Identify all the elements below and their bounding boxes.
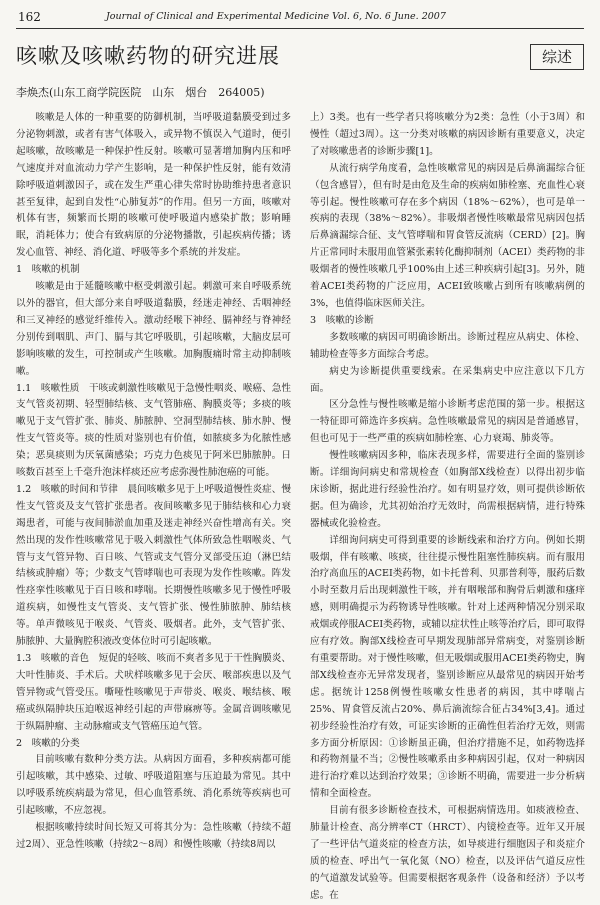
paragraph: 目前咳嗽有数种分类方法。从病因方面看，多种疾病都可能引起咳嗽，其中感染、过敏、呼吸道阻塞与压迫最为常见。其中以呼吸系统疾病最为常见，但心血管系统、消化系统等疾病也可引起咳嗽，不应忽视。 <box>16 754 291 817</box>
category-tag: 综述 <box>530 44 584 70</box>
right-column <box>310 110 585 905</box>
paragraph: 从流行病学角度看，急性咳嗽常见的病因是后鼻滴漏综合征（包含感冒），但有时是由危及生命的疾病如肺栓塞、充血性心衰等引起。慢性咳嗽可存在多个病因（18%～62%），也可是单一疾病的表现（38%～82%）。非吸烟者慢性咳嗽最常见病因包括后鼻滴漏综合征、支气管哮喘和胃食管反流病（CERD）[2]。胸片正常同时未服用血管紧张素转化酶抑制剂（ACEI）类药物的非吸烟者的慢性咳嗽几乎100%由上述三种疾病引起[3]。另外，随着ACEI类药物的广泛应用，ACEI致咳嗽占到所有咳嗽病例的3%，也值得临床医师关注。 <box>310 162 585 309</box>
paragraph: 区分急性与慢性咳嗽是缩小诊断考虑范围的第一步。根据这一特征即可筛选许多疾病。急性咳嗽最常见的病因是普通感冒，但也可见于一些严重的疾病如肺栓塞、心力衰竭、肺炎等。 <box>310 399 585 445</box>
page-number: 162 <box>18 10 41 24</box>
subsection-paragraph: 1.3 咳嗽的音色 短促的轻咳、咳而不爽者多见于干性胸膜炎、大叶性肺炎、手术后。犬吠样咳嗽多见于会厌、喉部疾患以及气管异物或气管受压。嘶哑性咳嗽见于声带炎、喉炎、喉结核、喉癌或纵隔肿块压迫喉返神经引起的声带麻痹等。金属音调咳嗽见于纵隔肿瘤、主动脉瘤或支气管癌压迫气管。 <box>16 653 291 732</box>
paragraph: 详细询问病史可得到重要的诊断线索和治疗方向。例如长期吸烟，伴有咳嗽、咳痰，往往提示慢性阻塞性肺疾病。而有服用治疗高血压的ACEI类药物，如卡托普利、贝那普利等，服药后数小时至数月后出现刺激性干咳，并有咽喉部和胸骨后刺激和瘙痒感，则明确提示为药物诱导性咳嗽。针对上述两种情况分别采取戒烟或停服ACEI类药物，或辅以症状性止咳等治疗后，即可取得应有疗效。胸部X线检查可早期发现肺部异常病变，对鉴别诊断有重要帮助。对于慢性咳嗽，但无吸烟或服用ACEI类药物史，胸部X线检查亦无异常发现者，鉴别诊断应从最常见的病因开始考虑。据统计1258例慢性咳嗽女性患者的病因，其中哮喘占25%、胃食管反流占20%、鼻后滴流综合征占34%[3,4]。通过初步经验性治疗有效，可证实诊断的正确性但若治疗无效，则需多方面分析原因：①诊断虽正确，但治疗措施不足，如药物选择和药物剂量不当；②慢性咳嗽系由多种病因引起，仅对一种病因进行治疗难以达到治疗效果；③诊断不明确，需要进一步分析病情和全面检查。 <box>310 534 585 800</box>
article-title: 咳嗽及咳嗽药物的研究进展 <box>16 44 280 68</box>
paragraph: 目前有很多诊断检查技术，可根据病情选用。如痰液检查、肺量计检查、高分辨率CT（HRCT）、内镜检查等。近年又开展了一些评估气道炎症的检查方法，如导痰进行细胞因子和炎症介质的检查、呼出气一氧化氮（NO）检查，以及评估气道反应性的气道激发试验等。但需要根据客观条件（设备和经济）予以考虑。在 <box>310 805 585 901</box>
subsection-paragraph: 1.2 咳嗽的时间和节律 晨间咳嗽多见于上呼吸道慢性炎症、慢性支气管炎及支气管扩张患者。夜间咳嗽多见于肺结核和心力衰竭患者，可能与夜间肺淤血加重及迷走神经兴奋性增高有关。突然出现的发作性咳嗽常见于吸入刺激性气体所致急性咽喉炎、气管与支气管异物、百日咳、气管或支气管分叉部受压迫（淋巴结结核或肿瘤）等；少数支气管哮喘也可表现为发作性咳嗽。阵发性痉挛性咳嗽见于百日咳和哮喘。长期慢性咳嗽多见于慢性呼吸道疾病，如慢性支气管炎、支气管扩张、慢性肺脓肿、肺结核等。单声微咳见于喉炎、气管炎、吸烟者。此外，支气管扩张、肺脓肿、大量胸腔积液改变体位时可引起咳嗽。 <box>16 483 291 648</box>
paragraph: 多数咳嗽的病因可明确诊断出。诊断过程应从病史、体检、辅助检查等多方面综合考虑。 <box>310 331 585 360</box>
subsection-paragraph: 1.1 咳嗽性质 干咳或刺激性咳嗽见于急慢性咽炎、喉癌、急性支气管炎初期、轻型肺结核、支气管肺癌、胸膜炎等；多痰的咳嗽见于支气管扩张、肺炎、肺脓肿、空洞型肺结核、肺水肿、慢性支气管炎等。痰的性质对鉴别也有价值，如脓痰多为化脓性感染；恶臭痰则为厌氧菌感染；巧克力色痰见于阿米巴肺脓肿。日咳数百甚至上千毫升泡沫样痰还应考虑弥漫性肺泡癌的可能。 <box>16 382 291 479</box>
paragraph: 病史为诊断提供重要线索。在采集病史中应注意以下几方面。 <box>310 365 585 394</box>
journal-line: Journal of Clinical and Experimental Medicine Vol. 6, No. 6 June. 2007 <box>106 11 446 22</box>
paragraph: 咳嗽是人体的一种重要的防御机制，当呼吸道黏膜受到过多分泌物刺激，或者有害气体吸入，或异物不慎误入气道时，便引起咳嗽，故咳嗽是一种保护性反射。咳嗽可显著增加胸内压和呼气速度并对血流动力学产生影响，是一种保护性反射，能有效清除呼吸道刺激因子，或在发生严重心律失常时协助维持患者意识甚至复律，起到自发性“心肺复苏”的作用。但另一方面，咳嗽对机体有害，频繁而长期的咳嗽可使呼吸道内感染扩散；影响睡眠，消耗体力；使合有致病原的分泌物播散，引起疾病传播；诱发心血管、神经、消化道、呼吸等多个系统的并发症。 <box>16 112 291 259</box>
paragraph: 根据咳嗽持续时间长短又可将其分为：急性咳嗽（持续不超过2周）、亚急性咳嗽（持续2～8周）和慢性咳嗽（持续8周以 <box>16 822 291 850</box>
left-column <box>16 110 291 854</box>
running-header <box>16 6 584 29</box>
paragraph: 咳嗽是由于延髓咳嗽中枢受刺激引起。刺激可来自呼吸系统以外的器官，但大部分来自呼吸道黏膜，经迷走神经、舌咽神经和三叉神经的感觉纤维传入。激动经喉下神经、膈神经与脊神经分别传到咽肌、声门、膈与其它呼吸肌，引起咳嗽，大脑皮层可影响咳嗽的发生，可控制或产生咳嗽。加胸腹痛时常主动抑制咳嗽。 <box>16 281 291 377</box>
section-heading: 3 咳嗽的诊断 <box>310 314 374 326</box>
section-heading: 1 咳嗽的机制 <box>16 264 80 276</box>
section-heading: 2 咳嗽的分类 <box>16 737 80 749</box>
author-line: 李焕杰(山东工商学院医院 山东 烟台 264005) <box>16 86 265 99</box>
paragraph: 上）3类。也有一些学者只将咳嗽分为2类：急性（小于3周）和慢性（超过3周）。这一分类对咳嗽的病因诊断有重要意义，决定了对咳嗽患者的诊断步骤[1]。 <box>310 112 585 157</box>
paragraph: 慢性咳嗽病因多种，临床表现多样，需要进行全面的鉴别诊断。详细询问病史和常规检查（如胸部X线检查）以得出初步临床诊断，据此进行经验性治疗。如有明显疗效，则可提供诊断依据。但为确诊，尤其初始治疗无效时，尚需根据病情，进行特殊器械或化验检查。 <box>310 450 585 529</box>
